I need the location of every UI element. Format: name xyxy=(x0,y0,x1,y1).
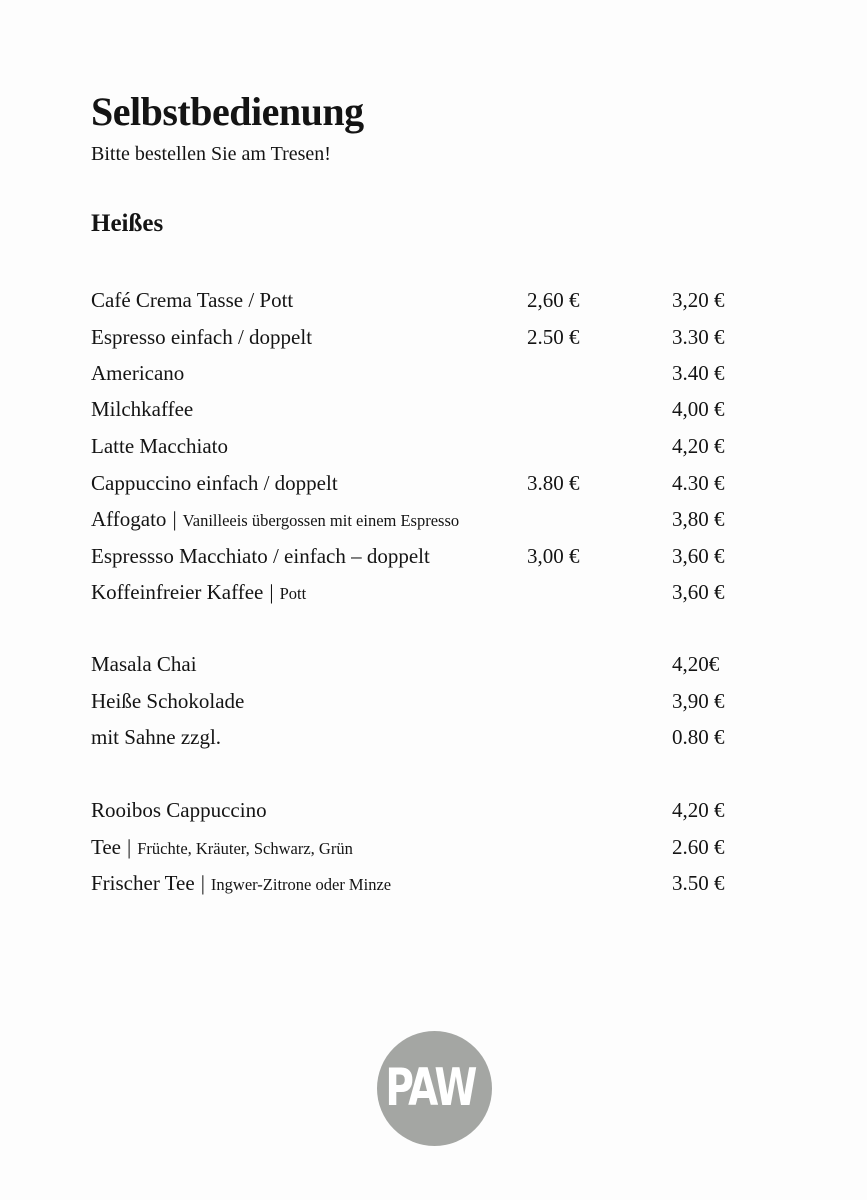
menu-item-price: 0.80 € xyxy=(672,725,725,749)
menu-item-note: Früchte, Kräuter, Schwarz, Grün xyxy=(137,839,353,858)
menu-item-label: Espressso Macchiato / einfach – doppelt xyxy=(91,544,430,568)
menu-item-note: Vanilleeis übergossen mit einem Espresso xyxy=(182,511,460,530)
menu-item-name xyxy=(91,394,193,424)
menu-item-price: 3.50 € xyxy=(672,871,725,895)
menu-item-price: 3.40 € xyxy=(672,361,725,385)
menu-item-name xyxy=(91,577,306,609)
menu-item-label: Rooibos Cappuccino xyxy=(91,798,267,822)
section-heading: Heißes xyxy=(91,210,164,237)
menu-item xyxy=(91,795,751,825)
menu-item xyxy=(91,649,751,679)
paw-logo xyxy=(377,1031,492,1146)
menu-item-label: Milchkaffee xyxy=(91,397,194,421)
menu-item-price: 3,80 € xyxy=(672,507,725,531)
menu-item xyxy=(91,722,751,752)
menu-item-price: 4,00 € xyxy=(672,397,725,421)
menu-item-name xyxy=(91,322,312,352)
menu-item-price: 3,60 € xyxy=(672,544,725,568)
menu-item xyxy=(91,468,751,498)
menu-item-label: mit Sahne zzgl. xyxy=(91,725,222,749)
menu-item-note: Pott xyxy=(279,584,307,603)
menu-item-price-small: 3,00 € xyxy=(527,544,580,568)
menu-item-price: 4,20 € xyxy=(672,798,725,822)
menu-item-price-small: 2.50 € xyxy=(527,325,580,349)
menu-item-price-small: 3.80 € xyxy=(527,471,580,495)
menu-item-name xyxy=(91,686,244,716)
menu-item-name xyxy=(91,722,221,752)
menu-item-label: Masala Chai xyxy=(91,652,197,676)
menu-item-separator: | xyxy=(269,580,274,604)
menu-item-separator: | xyxy=(127,835,132,859)
menu-item-name xyxy=(91,504,459,536)
menu-item xyxy=(91,285,751,315)
menu-item xyxy=(91,868,751,898)
menu-item-label: Americano xyxy=(91,361,185,385)
menu-item xyxy=(91,686,751,716)
menu-item xyxy=(91,832,751,862)
menu-item-separator: | xyxy=(172,507,177,531)
menu-item-price-small: 2,60 € xyxy=(527,288,580,312)
menu-item xyxy=(91,322,751,352)
menu-item-label: Koffeinfreier Kaffee xyxy=(91,580,264,604)
menu-item-price: 4,20€ xyxy=(672,652,720,676)
menu-item xyxy=(91,504,751,534)
logo-text: PAW xyxy=(385,1058,476,1118)
menu-item-price: 4.30 € xyxy=(672,471,725,495)
menu-item-price: 3,90 € xyxy=(672,689,725,713)
page-title: Selbstbedienung xyxy=(91,89,364,134)
menu-item-note: Ingwer-Zitrone oder Minze xyxy=(210,875,392,894)
menu-item-name xyxy=(91,868,391,900)
menu-item-name xyxy=(91,285,293,315)
menu-item-label: Frischer Tee xyxy=(91,871,195,895)
menu-item-name xyxy=(91,649,197,679)
menu-item-label: Latte Macchiato xyxy=(91,434,229,458)
menu-item xyxy=(91,394,751,424)
menu-item-name xyxy=(91,795,267,825)
menu-item xyxy=(91,577,751,607)
menu-item-name xyxy=(91,468,338,498)
menu-item-price: 3.30 € xyxy=(672,325,725,349)
menu-item-label: Espresso einfach / doppelt xyxy=(91,325,313,349)
menu-item-label: Café Crema Tasse / Pott xyxy=(91,288,294,312)
menu-item-name xyxy=(91,832,353,864)
menu-item-price: 3,60 € xyxy=(672,580,725,604)
menu-item-label: Cappuccino einfach / doppelt xyxy=(91,471,338,495)
menu-item-label: Affogato xyxy=(91,507,167,531)
menu-item-name xyxy=(91,358,184,388)
menu-item xyxy=(91,541,751,571)
menu-item-label: Tee xyxy=(91,835,122,859)
menu-item-price: 3,20 € xyxy=(672,288,725,312)
menu-item-price: 4,20 € xyxy=(672,434,725,458)
page-subtitle: Bitte bestellen Sie am Tresen! xyxy=(91,143,331,165)
menu-item-price: 2.60 € xyxy=(672,835,725,859)
menu-item xyxy=(91,358,751,388)
menu-item-separator: | xyxy=(200,871,205,895)
menu-item-label: Heiße Schokolade xyxy=(91,689,245,713)
menu-item-name xyxy=(91,541,430,571)
menu-item-name xyxy=(91,431,228,461)
menu-item xyxy=(91,431,751,461)
